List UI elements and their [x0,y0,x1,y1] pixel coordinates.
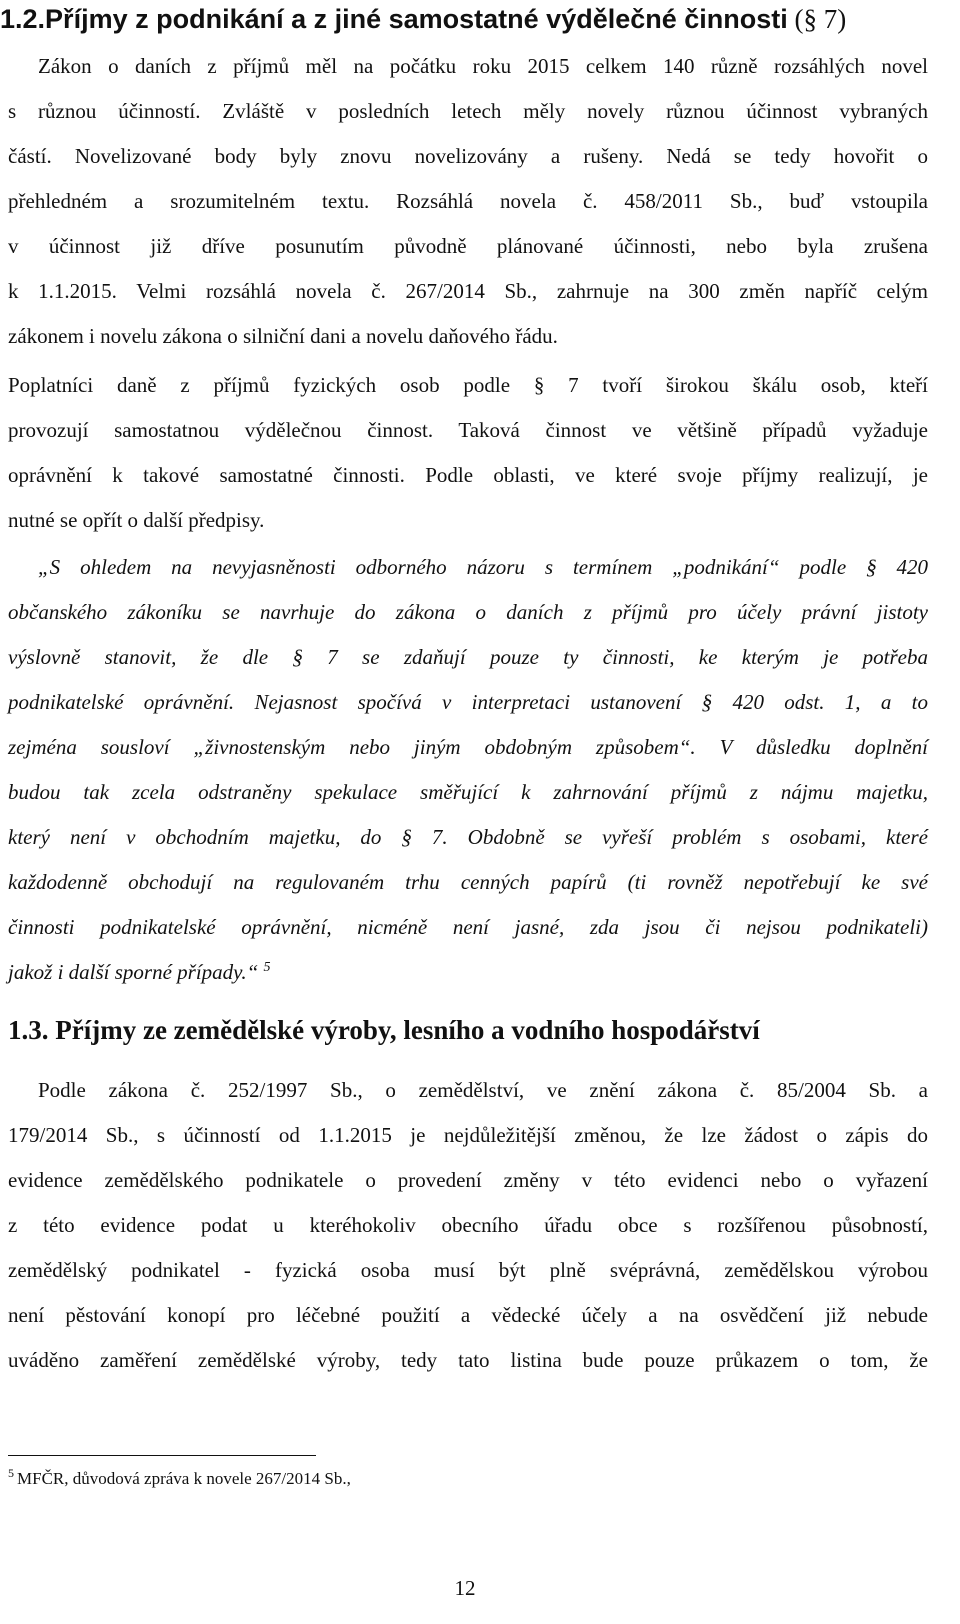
quote-line-text: jakož i další sporné případy.“ [8,960,259,984]
paragraph-line: uváděno zaměření zemědělské výroby, tedy tato listina bude pouze průkazem o tom, že [8,1348,928,1372]
quote-line: činnosti podnikatelské oprávnění, nicméně není jasné, zda jsou či nejsou podnikateli) [8,915,928,939]
quote-line: výslovně stanovit, že dle § 7 se zdaňují pouze ty činnosti, ke kterým je potřeba [8,645,928,669]
footnote-reference[interactable]: 5 [263,960,271,975]
section-heading-1-3: 1.3. Příjmy ze zemědělské výroby, lesního a vodního hospodářství [8,1015,760,1045]
paragraph-line: není pěstování konopí pro léčebné použití a vědecké účely a na osvědčení již nebude [8,1303,928,1327]
paragraph-line: k 1.1.2015. Velmi rozsáhlá novela č. 267/2014 Sb., zahrnuje na 300 změn napříč celým [8,279,928,303]
paragraph-line: z této evidence podat u kteréhokoliv obecního úřadu obce s rozšířenou působností, [8,1213,928,1237]
quote-line: budou tak zcela odstraněny spekulace směřující k zahrnování příjmů z nájmu majetku, [8,780,928,804]
paragraph-line: evidence zemědělského podnikatele o provedení změny v této evidenci nebo o vyřazení [8,1168,928,1192]
paragraph-line: přehledném a srozumitelném textu. Rozsáhlá novela č. 458/2011 Sb., buď vstoupila [8,189,928,213]
section-title-suffix: (§ 7) [787,4,847,34]
quote-line: zejména sousloví „živnostenským nebo jiným obdobným způsobem“. V důsledku doplnění [8,735,928,759]
footnote-text: MFČR, důvodová zpráva k novele 267/2014 Sb., [17,1469,351,1488]
paragraph-line: provozují samostatnou výdělečnou činnost. Taková činnost ve většině případů vyžaduje [8,418,928,442]
quote-line: občanského zákoníku se navrhuje do zákona o daních z příjmů pro účely právní jistoty [8,600,928,624]
paragraph-agriculture [8,1068,928,1383]
paragraph-line: zemědělský podnikatel - fyzická osoba musí být plně svéprávná, zemědělskou výrobou [8,1258,928,1282]
page-number: 12 [454,1576,476,1600]
section-title: Příjmy z podnikání a z jiné samostatné výdělečné činnosti [45,4,788,34]
section-heading-1-2 [0,2,846,36]
paragraph-line: Zákon o daních z příjmů měl na počátku roku 2015 celkem 140 různě rozsáhlých novel [38,54,928,78]
paragraph-line: nutné se opřít o další předpisy. [8,508,265,532]
paragraph-line: oprávnění k takové samostatné činnosti. Podle oblasti, ve které svoje příjmy realizují, je [8,463,928,487]
paragraph-line: zákonem i novelu zákona o silniční dani a novelu daňového řádu. [8,324,558,348]
section-number: 1.2. [0,4,46,34]
quote-line: podnikatelské oprávnění. Nejasnost spočívá v interpretaci ustanovení § 420 odst. 1, a to [8,690,928,714]
paragraph-line: Podle zákona č. 252/1997 Sb., o zemědělství, ve znění zákona č. 85/2004 Sb. a [38,1078,928,1102]
quote-line: každodenně obchodují na regulovaném trhu cenných papírů (ti rovněž nepotřebují ke své [8,870,928,894]
quote-line-final [8,950,928,995]
paragraph-line: 179/2014 Sb., s účinností od 1.1.2015 je nejdůležitější změnou, že lze žádost o zápis do [8,1123,928,1147]
quoted-explanatory-report [8,545,928,995]
footnote [8,1468,351,1490]
footnote-mark: 5 [8,1466,14,1481]
paragraph-line: s různou účinností. Zvláště v posledních letech měly novely různou účinnost vybraných [8,99,928,123]
paragraph-line: v účinnost již dříve posunutím původně plánované účinnosti, nebo byla zrušena [8,234,928,258]
quote-line: který není v obchodním majetku, do § 7. Obdobně se vyřeší problém s osobami, které [8,825,928,849]
quote-line: „S ohledem na nevyjasněnosti odborného názoru s termínem „podnikání“ podle § 420 [38,555,928,579]
footnote-separator [8,1455,316,1456]
paragraph-line: částí. Novelizované body byly znovu novelizovány a rušeny. Nedá se tedy hovořit o [8,144,928,168]
paragraph-amendments [8,44,928,359]
paragraph-line: Poplatníci daně z příjmů fyzických osob podle § 7 tvoří širokou škálu osob, kteří [8,373,928,397]
paragraph-taxpayers [8,363,928,543]
